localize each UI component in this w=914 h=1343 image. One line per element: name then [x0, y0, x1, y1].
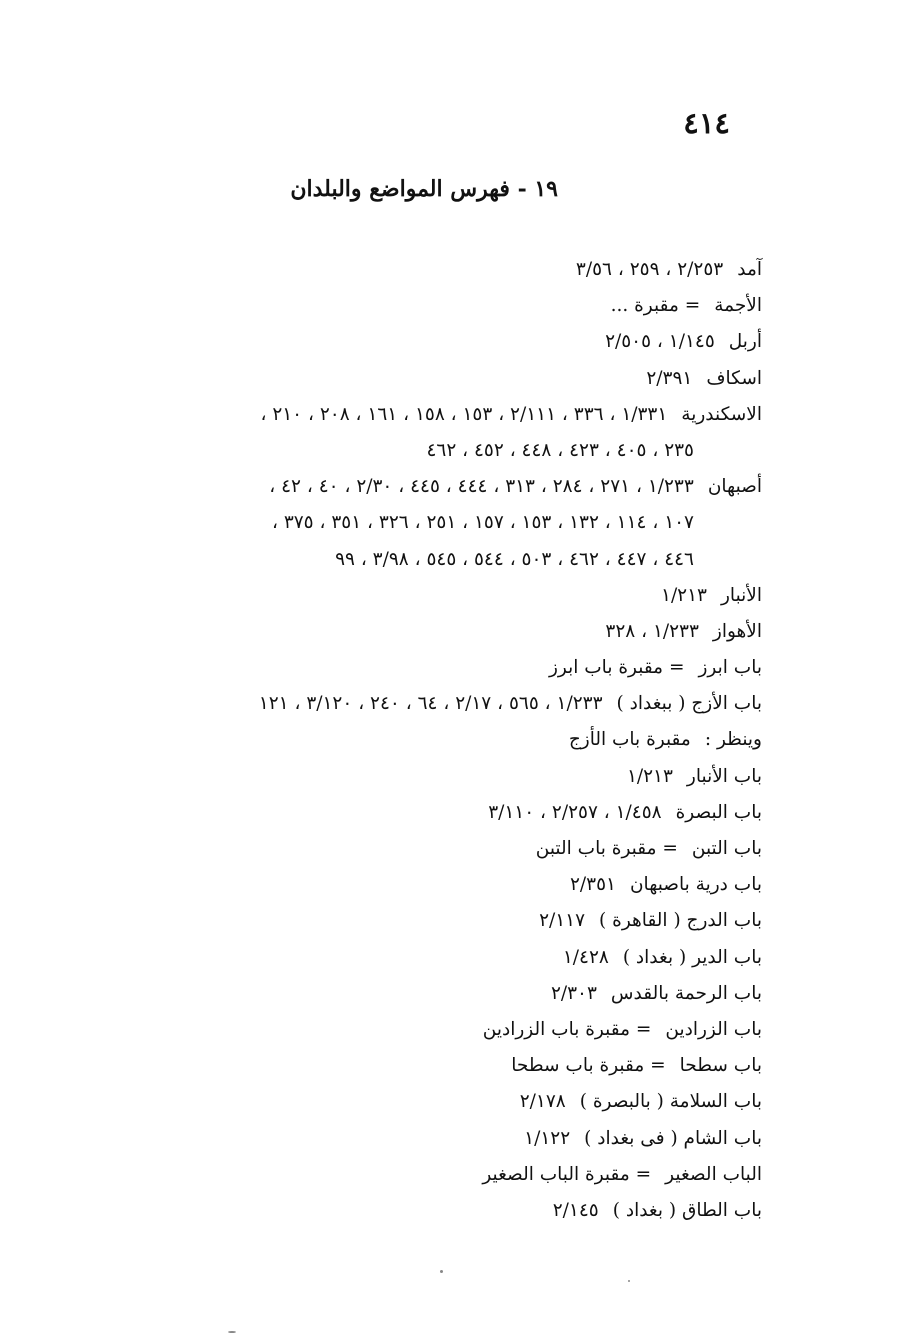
entry-references: ١/٢٣٣ ، ٣٢٨	[605, 620, 699, 642]
entry-references: ٢/٣٥١	[569, 874, 616, 896]
index-entry	[82, 976, 762, 1012]
entry-references: ٢٣٥ ، ٤٠٥ ، ٤٢٣ ، ٤٤٨ ، ٤٥٢ ، ٤٦٢	[426, 439, 694, 461]
entry-first-line	[82, 686, 762, 722]
entry-first-line	[82, 650, 762, 686]
entry-term: باب الزرادين	[665, 1018, 762, 1040]
entry-term: باب التبن	[691, 838, 762, 859]
entry-term: باب الأزج ( ببغداد )	[616, 693, 762, 715]
entry-continuation-line	[82, 542, 762, 578]
index-entry	[82, 867, 762, 903]
entry-references: = مقبرة باب التبن	[535, 838, 678, 859]
index-entries	[82, 252, 762, 1229]
index-entry	[82, 722, 762, 758]
index-entry	[82, 324, 762, 360]
entry-references: ١٠٧ ، ١١٤ ، ١٣٢ ، ١٥٣ ، ١٥٧ ، ٢٥١ ، ٣٢٦ ، ٣٥١ ، ٣٧٥ ،	[271, 512, 694, 534]
entry-term: وينظر :	[704, 729, 762, 751]
index-entry	[82, 1157, 762, 1193]
index-entry	[82, 650, 762, 686]
entry-references: ١/٤٢٨	[562, 946, 609, 968]
entry-first-line	[82, 1193, 762, 1229]
entry-term: الأجمة	[714, 295, 762, 317]
index-entry	[82, 759, 762, 795]
index-entry	[82, 1012, 762, 1048]
entry-term: باب الأنبار	[686, 765, 762, 787]
index-entry	[82, 288, 762, 324]
entry-references: ١/١٢٢	[524, 1127, 571, 1149]
scan-speck	[440, 1270, 443, 1273]
entry-first-line	[82, 578, 762, 614]
entry-term: باب الطاق ( بغداد )	[612, 1199, 762, 1221]
entry-first-line	[82, 940, 762, 976]
entry-term: باب البصرة	[675, 801, 762, 823]
entry-references: ١/٣٣١ ، ٣٣٦ ، ٢/١١١ ، ١٥٣ ، ١٥٨ ، ١٦١ ، ٢٠٨ ، ٢١٠ ،	[260, 403, 668, 425]
index-entry	[82, 831, 762, 867]
index-entry	[82, 686, 762, 722]
entry-first-line	[82, 469, 762, 505]
entry-term: باب درية باصبهان	[629, 874, 762, 896]
page-number: ٤١٤	[683, 106, 730, 140]
entry-first-line	[82, 361, 762, 397]
entry-term: باب الرحمة بالقدس	[610, 982, 762, 1004]
index-entry	[82, 397, 762, 469]
entry-continuation-line	[82, 433, 762, 469]
entry-term: باب الدرج ( القاهرة )	[599, 910, 762, 932]
entry-first-line	[82, 252, 762, 288]
entry-term: الأنبار	[721, 584, 762, 606]
index-entry	[82, 903, 762, 939]
entry-first-line	[82, 324, 762, 360]
entry-references: = مقبرة باب سطحا	[511, 1055, 666, 1077]
entry-references: ١/٢١٣	[626, 765, 673, 787]
index-entry	[82, 795, 762, 831]
index-entry	[82, 469, 762, 578]
entry-term: باب السلامة ( بالبصرة )	[579, 1091, 762, 1113]
entry-references: ٢/٣٠٣	[550, 982, 597, 1004]
entry-first-line	[82, 397, 762, 433]
index-entry	[82, 1121, 762, 1157]
entry-references: ٤٤٦ ، ٤٤٧ ، ٤٦٢ ، ٥٠٣ ، ٥٤٤ ، ٥٤٥ ، ٣/٩٨ ، ٩٩	[335, 548, 694, 570]
entry-references: = مقبرة باب الزرادين	[482, 1018, 652, 1040]
entry-term: آمد	[737, 259, 762, 280]
entry-first-line	[82, 1048, 762, 1084]
entry-term: أربل	[728, 331, 762, 353]
index-entry	[82, 1084, 762, 1120]
index-entry	[82, 940, 762, 976]
entry-first-line	[82, 1084, 762, 1120]
entry-continuation-line	[82, 505, 762, 541]
entry-term: باب الدير ( بغداد )	[622, 946, 762, 968]
scan-speck	[628, 1280, 630, 1282]
entry-references: = مقبرة ...	[610, 295, 701, 317]
entry-references: ٢/٢٥٣ ، ٢٥٩ ، ٣/٥٦	[575, 259, 724, 280]
entry-term: اسكاف	[706, 367, 762, 389]
entry-first-line	[82, 903, 762, 939]
entry-term: باب ابرز	[698, 657, 762, 679]
entry-references: مقبرة باب الأزج	[568, 729, 691, 751]
entry-term: الاسكندرية	[681, 403, 762, 425]
entry-references: ١/٢٣٣ ، ٢٧١ ، ٢٨٤ ، ٣١٣ ، ٤٤٤ ، ٤٤٥ ، ٢/٣٠ ، ٤٠ ، ٤٢ ،	[269, 476, 694, 498]
entry-references: ٢/١٤٥	[552, 1199, 599, 1221]
entry-first-line	[82, 1012, 762, 1048]
entry-references: ٢/١١٧	[539, 910, 586, 932]
entry-first-line	[82, 759, 762, 795]
entry-first-line	[82, 976, 762, 1012]
index-entry	[82, 1048, 762, 1084]
section-title: ١٩ - فهرس المواضع والبلدان	[290, 176, 558, 202]
index-entry	[82, 614, 762, 650]
entry-term: أصبهان	[707, 476, 762, 498]
index-entry	[82, 361, 762, 397]
index-entry	[82, 252, 762, 288]
entry-references: ٢/١٧٨	[519, 1091, 566, 1113]
entry-first-line	[82, 614, 762, 650]
entry-first-line	[82, 831, 762, 867]
entry-term: الأهواز	[712, 620, 762, 642]
entry-first-line	[82, 867, 762, 903]
entry-references: = مقبرة الباب الصغير	[482, 1163, 652, 1185]
entry-references: ١/٢١٣	[661, 584, 707, 606]
entry-references: ١/٤٥٨ ، ٢/٢٥٧ ، ٣/١١٠	[488, 801, 662, 823]
entry-first-line	[82, 795, 762, 831]
entry-first-line	[82, 288, 762, 324]
index-entry	[82, 1193, 762, 1229]
entry-first-line	[82, 1157, 762, 1193]
entry-term: باب سطحا	[679, 1055, 762, 1077]
entry-term: باب الشام ( فى بغداد )	[584, 1127, 762, 1149]
entry-references: ١/١٤٥ ، ٢/٥٠٥	[605, 331, 715, 353]
entry-term: الباب الصغير	[665, 1163, 762, 1185]
entry-first-line	[82, 722, 762, 758]
entry-first-line	[82, 1121, 762, 1157]
scan-speck	[228, 1331, 236, 1333]
index-entry	[82, 578, 762, 614]
entry-references: ٢/٣٩١	[646, 367, 693, 389]
entry-references: ١/٢٣٣ ، ٥٦٥ ، ٢/١٧ ، ٦٤ ، ٢٤٠ ، ٣/١٢٠ ، ١٢١	[258, 693, 603, 715]
entry-references: = مقبرة باب ابرز	[548, 657, 685, 679]
